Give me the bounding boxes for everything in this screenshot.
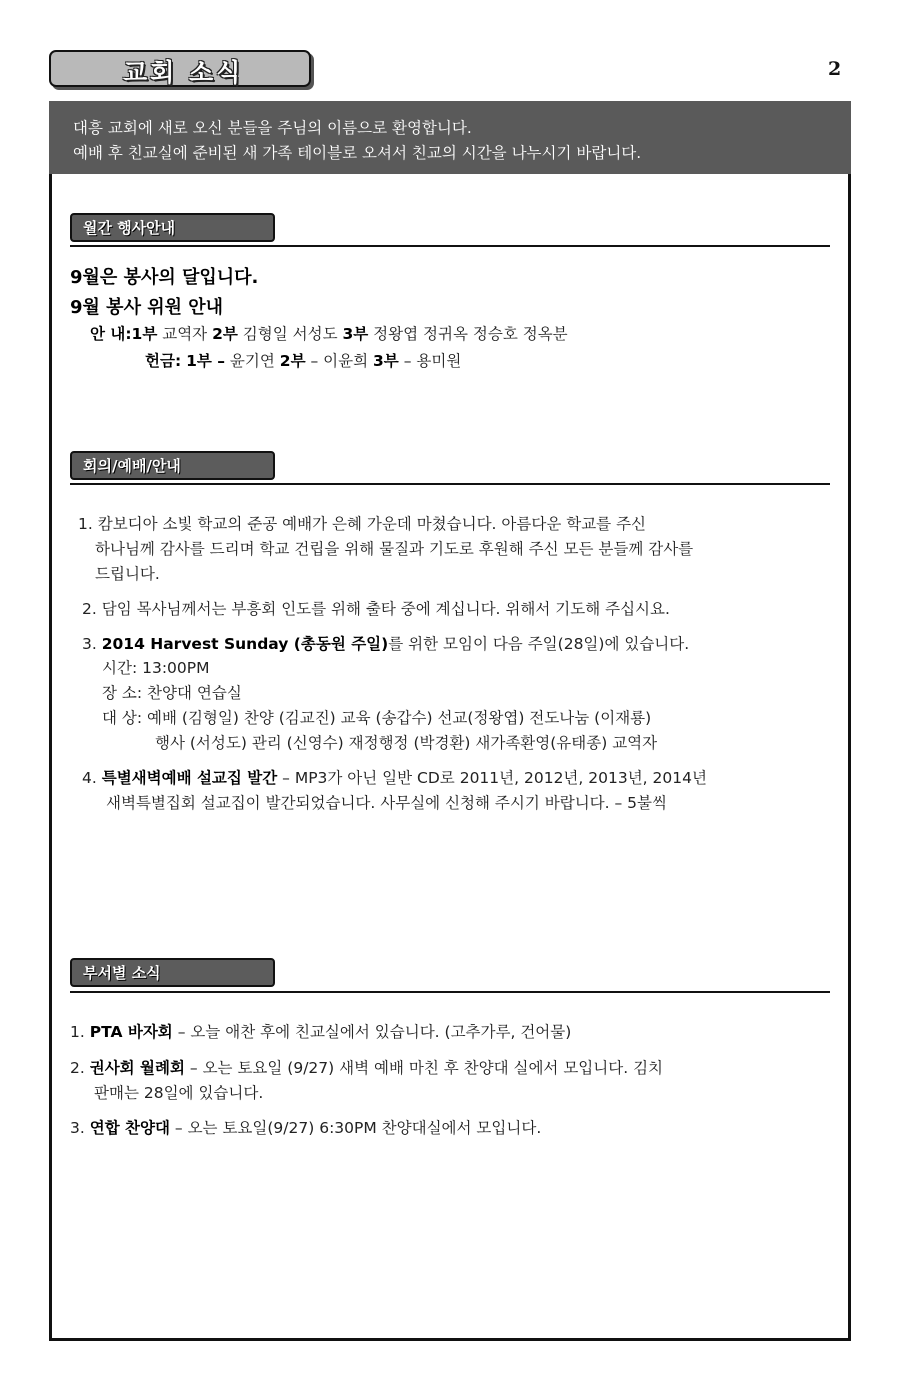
meeting-item-3-time: 시간: 13:00PM xyxy=(102,659,210,677)
meeting-item-3-target-1: 대 상: 예배 (김형일) 찬양 (김교진) 교육 (송갑수) 선교(정왕엽) 전도나눔 (이재룡) xyxy=(102,709,652,727)
usher-list: 안 내:1부 교역자 2부 김형일 서성도 3부 정왕엽 정귀옥 정승호 정옥분 xyxy=(90,325,568,343)
dept-news-rule xyxy=(70,991,830,993)
meeting-item-1-line-3: 드립니다. xyxy=(95,565,160,583)
welcome-banner xyxy=(49,101,851,174)
section-title-tab xyxy=(49,50,311,87)
dept-news-heading-label: 부서별 소식 xyxy=(83,964,161,982)
dept-item-1: 1. PTA 바자회 – 오늘 애찬 후에 친교실에서 있습니다. (고추가루, 건어물) xyxy=(70,1023,572,1041)
meeting-heading-label: 회의/예배/안내 xyxy=(83,457,181,475)
welcome-line-1: 대흥 교회에 새로 오신 분들을 주님의 이름으로 환영합니다. xyxy=(73,119,472,137)
monthly-line-2: 9월 봉사 위원 안내 xyxy=(70,297,224,318)
offering-list: 헌금: 1부 – 윤기연 2부 – 이윤희 3부 – 용미원 xyxy=(145,352,462,370)
meeting-item-3: 3. 2014 Harvest Sunday (총동원 주일)를 위한 모임이 다음 주일(28일)에 있습니다. xyxy=(82,635,690,653)
welcome-line-2: 예배 후 친교실에 준비된 새 가족 테이블로 오셔서 친교의 시간을 나누시기 바랍니다. xyxy=(73,144,642,162)
meeting-rule xyxy=(70,483,830,485)
dept-item-2: 2. 권사회 월례회 – 오는 토요일 (9/27) 새벽 예배 마친 후 찬양대 실에서 모입니다. 김치 xyxy=(70,1059,664,1077)
dept-item-3: 3. 연합 찬양대 – 오는 토요일(9/27) 6:30PM 찬양대실에서 모입니다. xyxy=(70,1119,542,1137)
meeting-item-1-line-1: 1. 캄보디아 소빛 학교의 준공 예배가 은혜 가운데 마쳤습니다. 아름다운 학교를 주신 xyxy=(78,515,647,533)
monthly-events-heading-label: 월간 행사안내 xyxy=(83,219,176,237)
monthly-events-rule xyxy=(70,245,830,247)
dept-item-2-line-2: 판매는 28일에 있습니다. xyxy=(94,1084,264,1102)
meeting-item-3-target-2: 행사 (서성도) 관리 (신영수) 재정행정 (박경환) 새가족환영(유태종) 교역자 xyxy=(155,734,658,752)
page-number: 2 xyxy=(828,58,842,80)
meeting-item-2: 2. 담임 목사님께서는 부흥회 인도를 위해 출타 중에 계십니다. 위해서 기도해 주십시요. xyxy=(82,600,670,618)
meeting-heading xyxy=(70,451,275,480)
monthly-events-heading xyxy=(70,213,275,242)
meeting-item-1-line-2: 하나님께 감사를 드리며 학교 건립을 위해 물질과 기도로 후원해 주신 모든 분들께 감사를 xyxy=(95,540,694,558)
meeting-item-3-place: 장 소: 찬양대 연습실 xyxy=(102,684,242,702)
page-title: 교회 소식 xyxy=(123,58,244,87)
meeting-item-4-line-2: 새벽특별집회 설교집이 발간되었습니다. 사무실에 신청해 주시기 바랍니다. – 5불씩 xyxy=(106,794,667,812)
meeting-item-4: 4. 특별새벽예배 설교집 발간 – MP3가 아닌 일반 CD로 2011년, 2012년, 2013년, 2014년 xyxy=(82,769,707,787)
monthly-line-1: 9월은 봉사의 달입니다. xyxy=(70,267,259,288)
dept-news-heading xyxy=(70,958,275,987)
